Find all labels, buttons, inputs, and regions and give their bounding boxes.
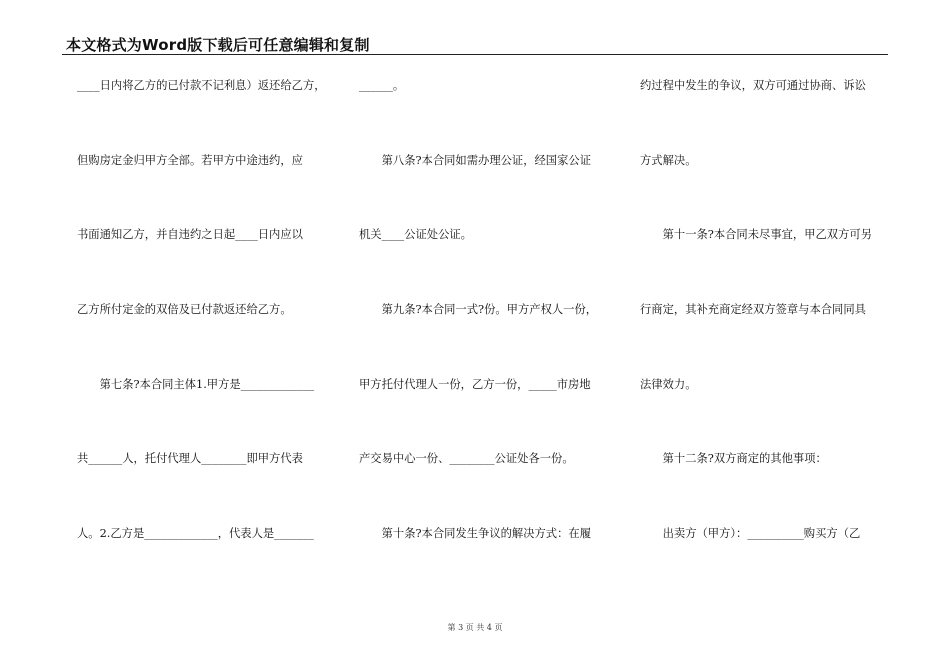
page-number: 第 3 页 共 4 页 — [447, 623, 503, 632]
text-column-2 — [359, 78, 609, 601]
text-line: 乙方所付定金的双倍及已付款返还给乙方。 — [77, 303, 292, 317]
text-line: 产交易中心一份、________公证处各一份。 — [359, 452, 574, 466]
text-line: 第十条?本合同发生争议的解决方式：在履 — [359, 527, 591, 541]
text-column-1 — [77, 78, 327, 601]
text-line: ______。 — [359, 79, 405, 92]
text-line: 方式解决。 — [640, 153, 697, 167]
text-line: 甲方托付代理人一份，乙方一份，_____市房地 — [359, 377, 591, 391]
text-line: 第十一条?本合同未尽事宜，甲乙双方可另 — [640, 228, 872, 242]
text-line: 人。2.乙方是_____________，代表人是_______ — [77, 527, 314, 541]
header-divider — [62, 54, 888, 55]
text-line: 机关____公证处公证。 — [359, 228, 472, 242]
text-line: 但购房定金归甲方全部。若甲方中途违约，应 — [77, 153, 303, 167]
text-line: 共______人，托付代理人________即甲方代表 — [77, 452, 303, 466]
text-line: 约过程中发生的争议，双方可通过协商、诉讼 — [640, 79, 866, 92]
text-line: 第七条?本合同主体1.甲方是_____________ — [77, 377, 315, 391]
text-line: 第九条?本合同一式?份。甲方产权人一份， — [359, 303, 598, 317]
text-line: 书面通知乙方，并自违约之日起____日内应以 — [77, 228, 303, 242]
document-header-title: 本文格式为Word版下载后可任意编辑和复制 — [66, 36, 370, 54]
text-line: ____日内将乙方的已付款不记利息）返还给乙方， — [77, 79, 326, 92]
text-line: 第十二条?双方商定的其他事项： — [640, 452, 827, 466]
text-line: 行商定，其补充商定经双方签章与本合同同具 — [640, 303, 866, 317]
text-line: 出卖方（甲方）：__________购买方（乙 — [640, 527, 861, 541]
text-line: 第八条?本合同如需办理公证，经国家公证 — [359, 153, 591, 167]
text-line: 法律效力。 — [640, 377, 697, 391]
text-column-3 — [640, 78, 890, 601]
